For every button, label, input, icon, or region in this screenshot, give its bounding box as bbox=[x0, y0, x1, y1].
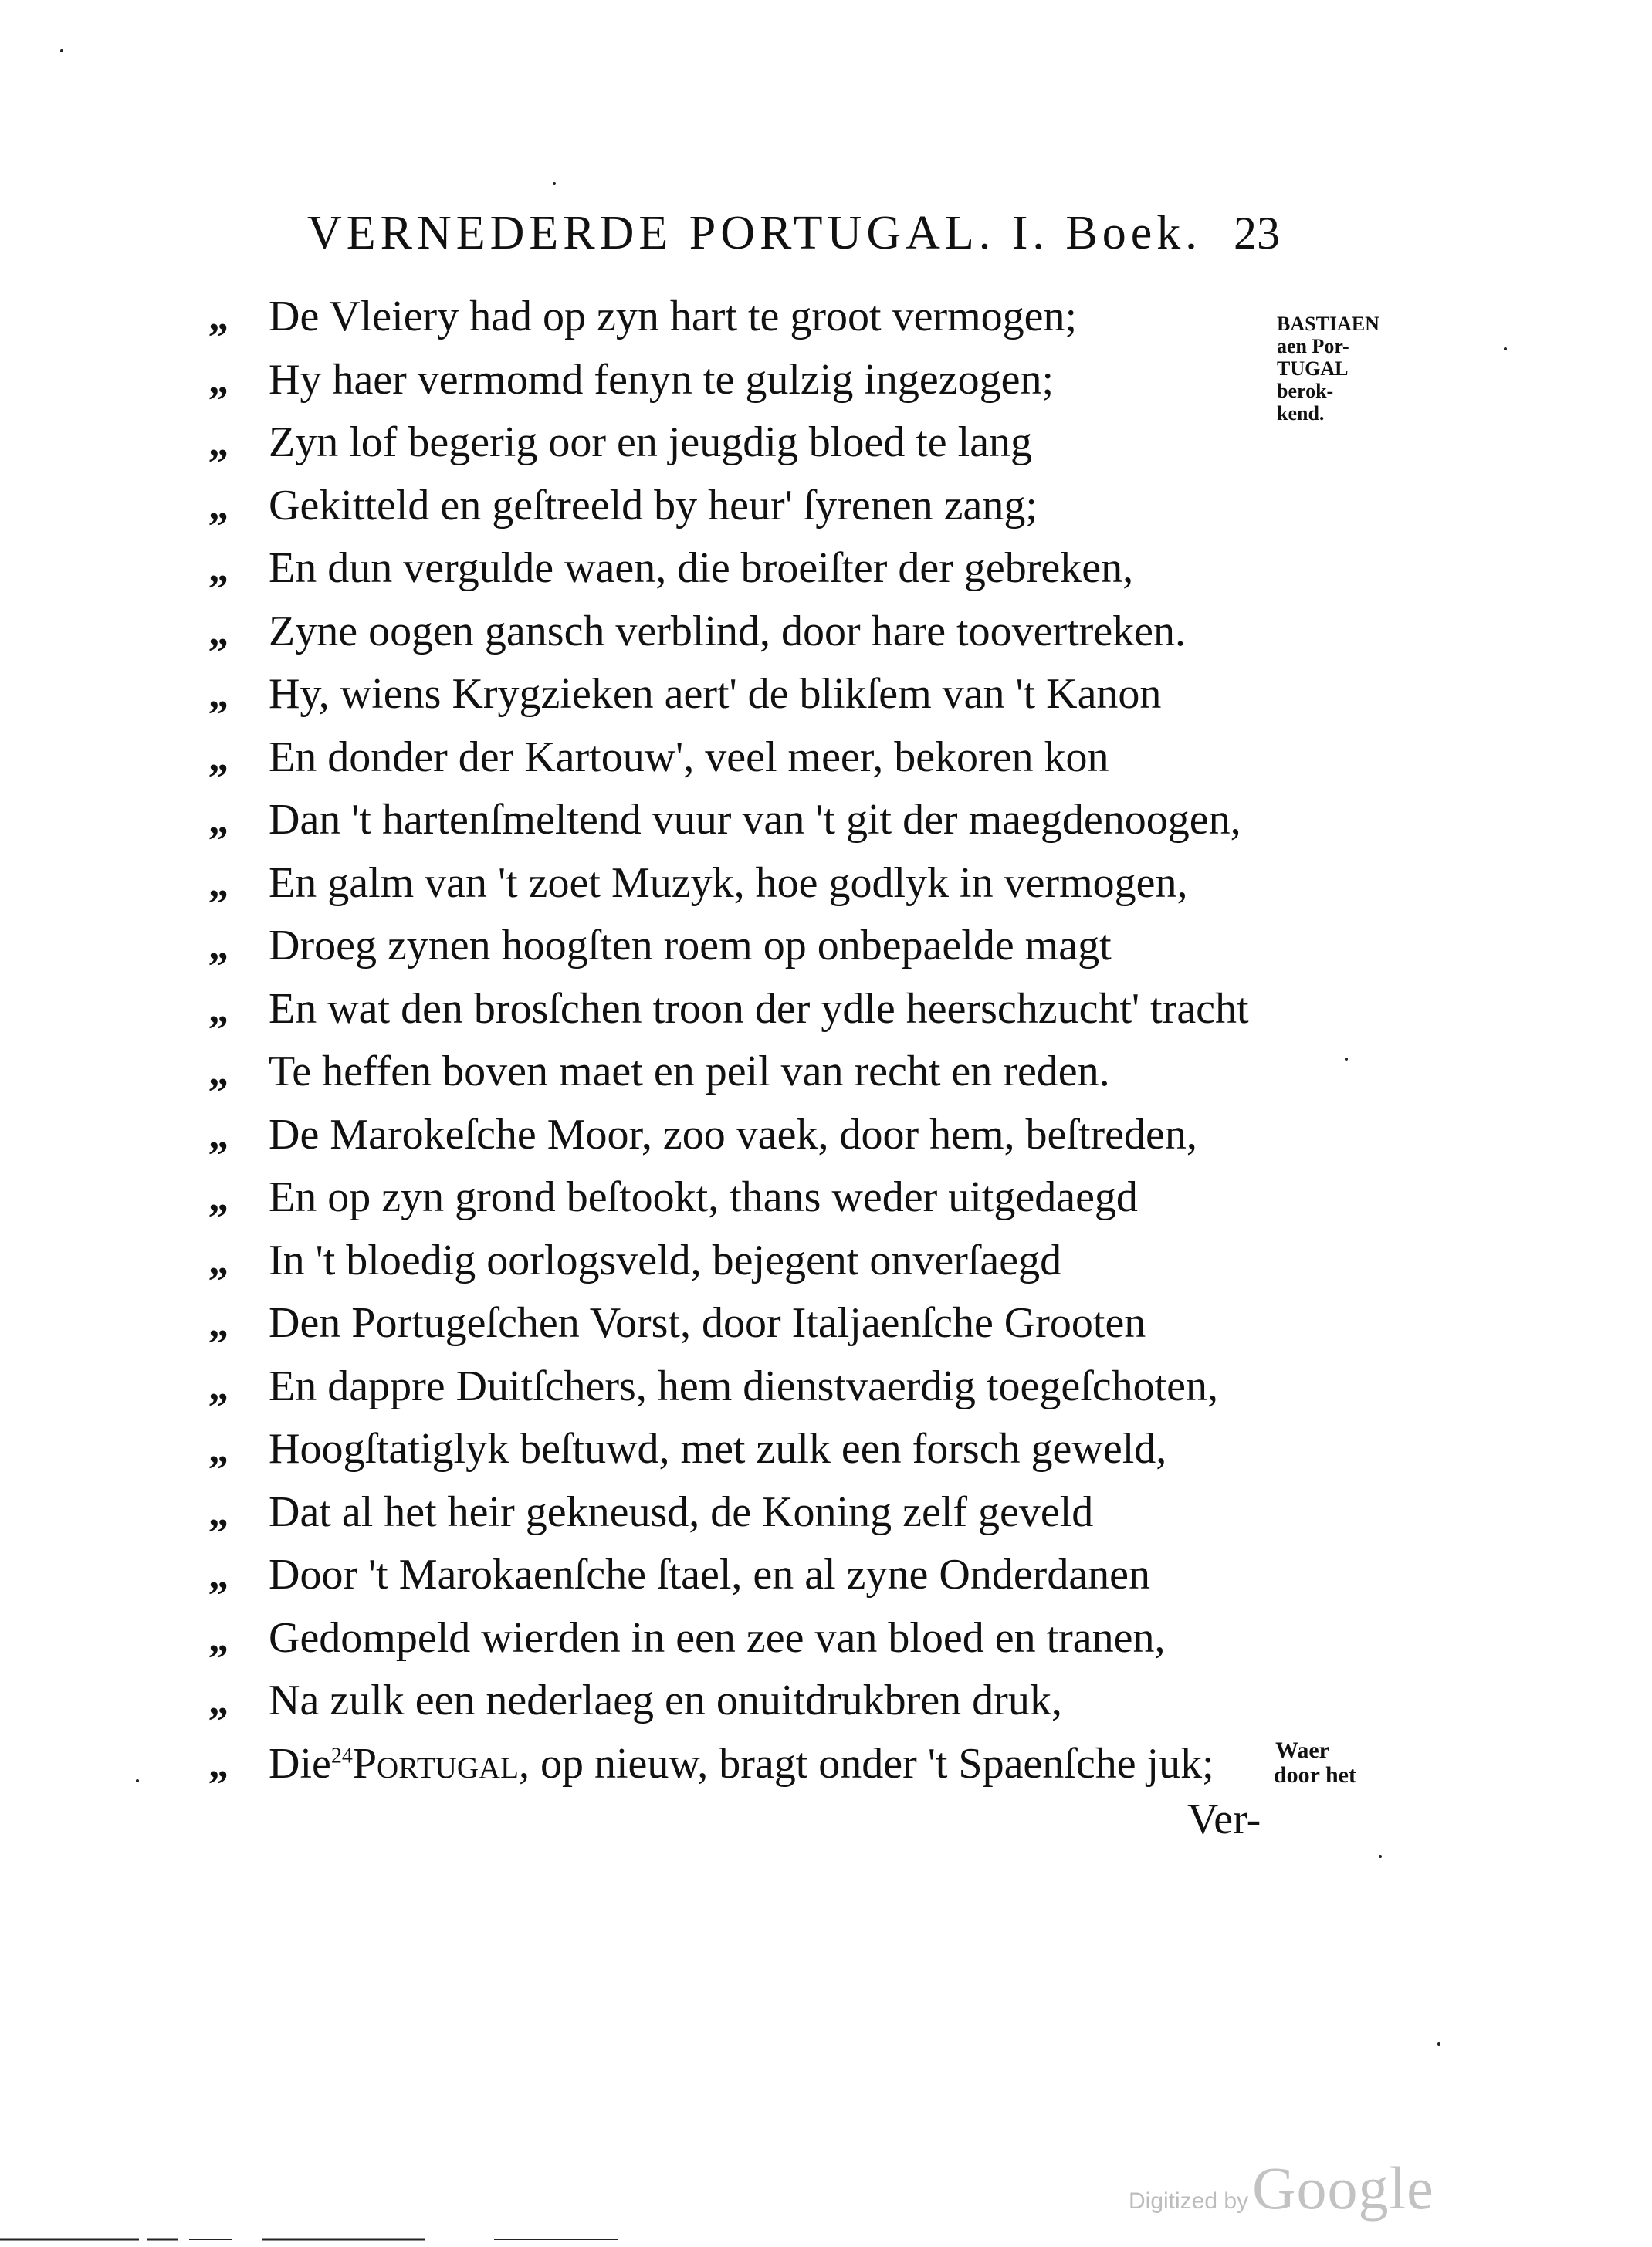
verse-line bbox=[208, 726, 1289, 790]
verse-line bbox=[208, 789, 1289, 852]
quotation-mark: „ bbox=[208, 1112, 229, 1157]
verse-text: Gekitteld en geſtreeld by heur' ſyrenen zang; bbox=[269, 481, 1038, 530]
page-number: 23 bbox=[1234, 208, 1280, 259]
verse-text: Te heffen boven maet en peil van recht en reden. bbox=[269, 1047, 1110, 1095]
verse-line bbox=[208, 1418, 1289, 1481]
margin-note-line: kend. bbox=[1277, 402, 1325, 425]
verse-text: De Vleiery had op zyn hart te groot vermogen; bbox=[269, 293, 1078, 340]
quotation-mark: „ bbox=[208, 1238, 229, 1283]
verse-text: En op zyn grond beſtookt, thans weder uitgedaegd bbox=[269, 1173, 1138, 1221]
verse-line bbox=[208, 1544, 1289, 1607]
scan-speck bbox=[60, 49, 63, 52]
margin-note-line: TUGAL bbox=[1277, 357, 1349, 380]
verse-line bbox=[208, 1607, 1289, 1670]
verse-line bbox=[208, 1670, 1289, 1733]
verse-text: Hoogſtatiglyk beſtuwd, met zulk een forsch geweld, bbox=[269, 1425, 1167, 1473]
verse-line bbox=[208, 475, 1289, 538]
scan-speck bbox=[1345, 1058, 1348, 1061]
quotation-mark: „ bbox=[208, 1364, 229, 1409]
scan-speck bbox=[553, 182, 556, 185]
quotation-mark: „ bbox=[208, 798, 229, 842]
quotation-mark: „ bbox=[208, 295, 229, 339]
watermark-prefix: Digitized by bbox=[1129, 2188, 1249, 2214]
verse-text: Dat al het heir gekneusd, de Koning zelf geveld bbox=[269, 1487, 1094, 1536]
running-head-title: VERNEDERDE PORTUGAL. I. Boek. bbox=[307, 207, 1202, 259]
verse-line bbox=[208, 1481, 1289, 1545]
scan-speck bbox=[1379, 1855, 1382, 1858]
quotation-mark: „ bbox=[208, 421, 229, 465]
verse-line bbox=[208, 978, 1289, 1041]
quotation-mark: „ bbox=[208, 1490, 229, 1535]
quotation-mark: „ bbox=[208, 609, 229, 654]
verse-text: De Marokeſche Moor, zoo vaek, door hem, beſtreden, bbox=[269, 1110, 1197, 1159]
verse-line bbox=[208, 852, 1289, 915]
scan-speck bbox=[1504, 347, 1507, 350]
quotation-mark: „ bbox=[208, 861, 229, 905]
verse-text: Na zulk een nederlaeg en onuitdrukbren druk, bbox=[269, 1677, 1062, 1724]
verse-text: Hy haer vermomd fenyn te gulzig ingezogen; bbox=[269, 355, 1054, 404]
poem-body bbox=[208, 286, 1289, 1795]
verse-line bbox=[208, 915, 1289, 978]
verse-name-portugal: Portugal bbox=[352, 1739, 519, 1788]
margin-note-line: Waer bbox=[1275, 1738, 1329, 1763]
quotation-mark: „ bbox=[208, 1301, 229, 1345]
quotation-mark: „ bbox=[208, 986, 229, 1031]
verse-text: Door 't Marokaenſche ſtael, en al zyne Onderdanen bbox=[269, 1551, 1151, 1599]
verse-text: In 't bloedig oorlogsveld, bejegent onverſaegd bbox=[269, 1236, 1062, 1284]
quotation-mark: „ bbox=[208, 547, 229, 591]
scan-speck bbox=[1437, 2042, 1440, 2046]
running-head bbox=[307, 202, 1280, 264]
verse-line bbox=[208, 1041, 1289, 1104]
verse-text: Dan 't hartenſmeltend vuur van 't git der maegdenoogen, bbox=[269, 796, 1241, 844]
verse-text: En galm van 't zoet Muzyk, hoe godlyk in vermogen, bbox=[269, 858, 1188, 907]
quotation-mark: „ bbox=[208, 1427, 229, 1471]
quotation-mark: „ bbox=[208, 672, 229, 716]
verse-text: En wat den brosſchen troon der ydle heerschzucht' tracht bbox=[269, 984, 1249, 1033]
quotation-mark: „ bbox=[208, 924, 229, 968]
quotation-mark: „ bbox=[208, 1616, 229, 1660]
verse-line bbox=[208, 537, 1289, 601]
margin-note-line: aen Por- bbox=[1277, 335, 1349, 357]
quotation-mark: „ bbox=[208, 1679, 229, 1723]
verse-text: En dappre Duitſchers, hem dienstvaerdig toegeſchoten, bbox=[269, 1362, 1219, 1410]
quotation-mark: „ bbox=[208, 483, 229, 528]
verse-line bbox=[208, 349, 1289, 412]
verse-text: Den Portugeſchen Vorst, door Italjaenſche Grooten bbox=[269, 1299, 1146, 1347]
verse-line bbox=[208, 1104, 1289, 1167]
verse-text: En dun vergulde waen, die broeiſter der gebreken, bbox=[269, 544, 1134, 592]
verse-text: Zyn lof begerig oor en jeugdig bloed te lang bbox=[269, 418, 1033, 466]
quotation-mark: „ bbox=[208, 1741, 229, 1786]
quotation-mark: „ bbox=[208, 357, 229, 402]
verse-text-end: , op nieuw, bragt onder 't Spaenſche juk; bbox=[518, 1739, 1214, 1788]
verse-text: Droeg zynen hoogſten roem op onbepaelde magt bbox=[269, 922, 1112, 970]
margin-note-line: door het bbox=[1274, 1762, 1356, 1788]
verse-line bbox=[208, 1166, 1289, 1230]
verse-text: Hy, wiens Krygzieken aert' de blikſem van 't Kanon bbox=[269, 670, 1162, 718]
verse-text: Zyne oogen gansch verblind, door hare toovertreken. bbox=[269, 607, 1187, 655]
verse-line bbox=[208, 1355, 1289, 1419]
margin-note-bastiaen bbox=[1277, 313, 1379, 425]
verse-line bbox=[208, 601, 1289, 664]
digitized-by-google-watermark bbox=[1129, 2154, 1434, 2222]
catchword: Ver- bbox=[1187, 1795, 1261, 1843]
verse-line bbox=[208, 411, 1289, 475]
verse-line bbox=[208, 286, 1289, 349]
verse-line bbox=[208, 1733, 1289, 1796]
quotation-mark: „ bbox=[208, 1176, 229, 1220]
margin-note-waer bbox=[1275, 1738, 1356, 1788]
verse-line bbox=[208, 1292, 1289, 1355]
verse-text: Gedompeld wierden in een zee van bloed en tranen, bbox=[269, 1613, 1166, 1662]
verse-text-start: Die bbox=[269, 1739, 331, 1788]
google-logo-text: Google bbox=[1252, 2154, 1434, 2222]
scan-speck bbox=[136, 1779, 139, 1782]
quotation-mark: „ bbox=[208, 1553, 229, 1597]
margin-note-line: berok- bbox=[1277, 380, 1334, 402]
scan-edge-line bbox=[0, 2238, 618, 2241]
footnote-reference[interactable]: 24 bbox=[330, 1743, 353, 1768]
verse-text bbox=[269, 1733, 1214, 1796]
verse-line bbox=[208, 1230, 1289, 1293]
quotation-mark: „ bbox=[208, 735, 229, 780]
margin-note-line: BASTIAEN bbox=[1277, 313, 1379, 335]
verse-line bbox=[208, 663, 1289, 726]
verse-text: En donder der Kartouw', veel meer, bekoren kon bbox=[269, 733, 1109, 781]
quotation-mark: „ bbox=[208, 1050, 229, 1094]
